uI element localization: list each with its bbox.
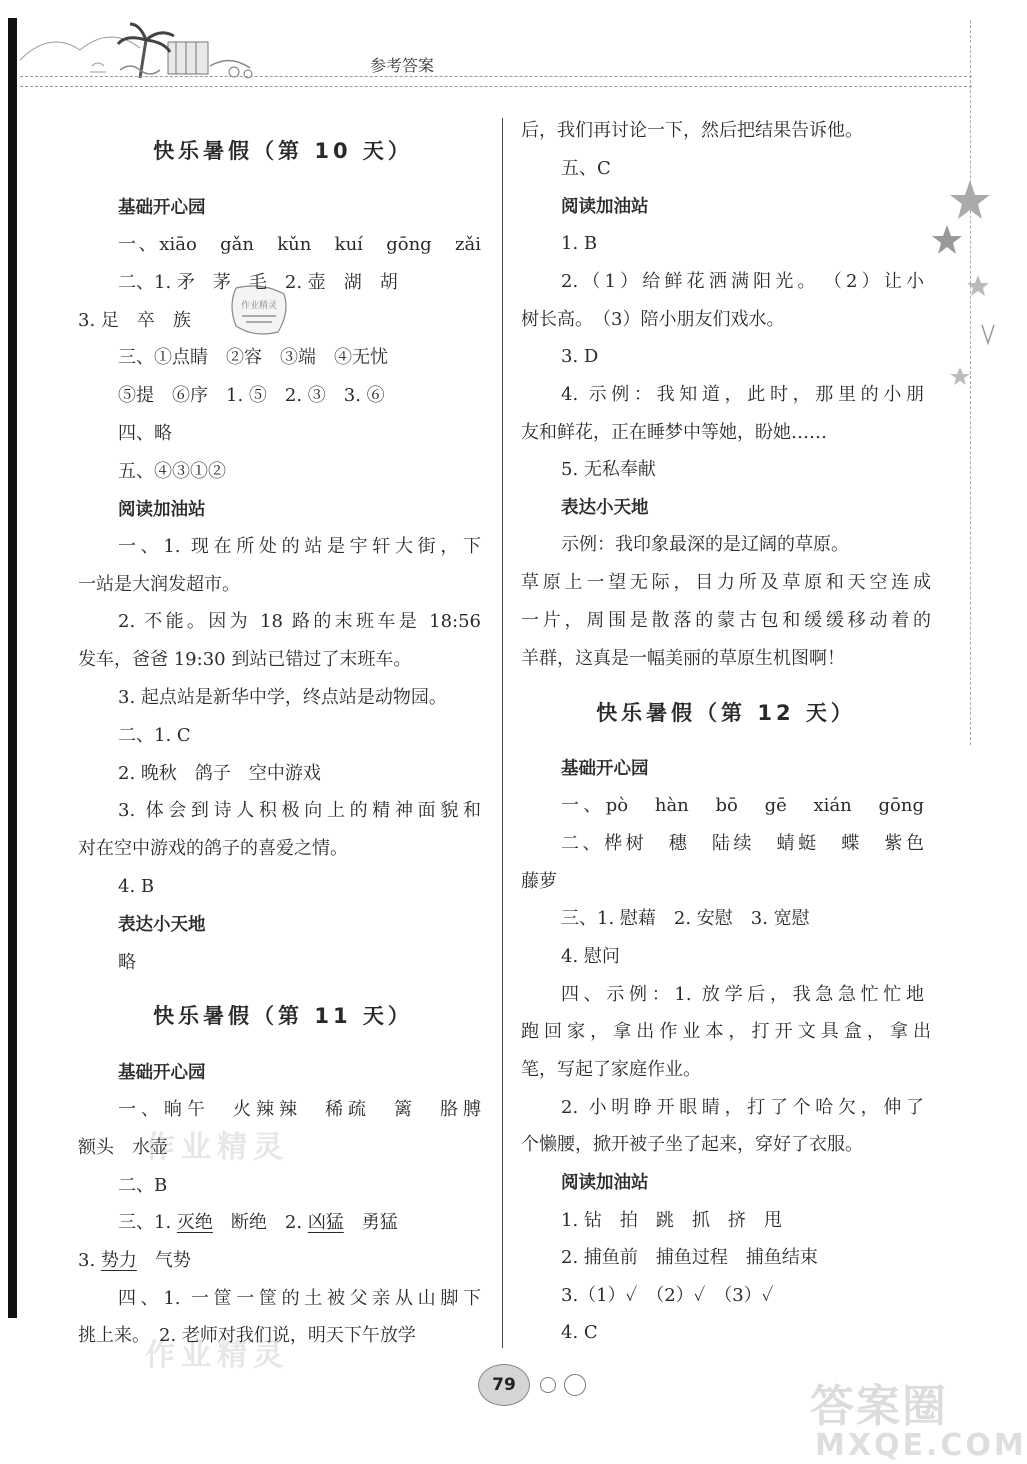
answer-line: 草原上一望无际，目力所及草原和天空连成: [521, 572, 931, 593]
answer-line: 2. 捕鱼前 捕鱼过程 捕鱼结束: [561, 1247, 818, 1268]
answer-line: 树长高。 （3）陪小朋友们戏水。: [521, 309, 785, 330]
stamp-text: 作业精灵: [240, 301, 278, 311]
answer-line: 二、1. C: [118, 725, 191, 746]
watermark: MXQE.COM: [815, 1428, 1027, 1463]
answer-line: 示例：我印象最深的是辽阔的草原。: [561, 534, 849, 555]
answer-line: [78, 1248, 488, 1274]
answer-line: 3.（1）✓ （2）✓ （3）✓: [561, 1285, 774, 1306]
answer-line: 藤萝: [521, 871, 557, 892]
answer-line: 3. 起点站是新华中学，终点站是动物园。: [118, 687, 447, 708]
answer-line: 2. 小明睁开眼睛，打了个哈欠，伸了: [561, 1097, 924, 1118]
watermark: 答案圈: [810, 1381, 948, 1432]
underlined-answer: 势力: [100, 1250, 137, 1271]
answer-line: 2.（1）给鲜花洒满阳光。 （2）让小: [561, 271, 924, 292]
answer-line: 羊群，这真是一幅美丽的草原生机图啊！: [521, 648, 845, 669]
answer-line: 4. 示例：我知道，此时，那里的小朋: [561, 384, 924, 405]
answer-line: 后，我们再讨论一下，然后把结果告诉他。: [521, 120, 863, 141]
subsection-heading: 阅读加油站: [118, 500, 206, 520]
answer-text: 勇猛: [343, 1212, 398, 1233]
subsection-heading: 阅读加油站: [561, 197, 649, 217]
section-title: 快乐暑假（第 12 天）: [596, 701, 856, 725]
answer-line: 2. 不能。因为 18 路的末班车是 18:56: [118, 611, 481, 632]
answer-line: 友和鲜花，正在睡梦中等她，盼她……: [521, 422, 827, 443]
answer-line: 1. B: [561, 233, 598, 254]
star-decoration-icon: [930, 175, 1000, 395]
answer-line: 一片，周围是散落的蒙古包和缓缓移动着的: [521, 610, 931, 631]
answer-line: 二、桦树 穗 陆续 蜻蜓 蝶 紫色: [561, 833, 924, 854]
answer-line: 发车，爸爸 19:30 到站已错过了末班车。: [78, 649, 412, 670]
underlined-answer: 凶猛: [307, 1212, 344, 1233]
answer-line: 4. B: [118, 876, 155, 897]
header-title: 参考答案: [370, 56, 435, 75]
page-binding-edge: [8, 18, 17, 1318]
answer-line: 略: [118, 952, 136, 973]
section-title: 快乐暑假（第 11 天）: [153, 1004, 413, 1028]
answer-line: ⑤提 ⑥序 1. ⑤ 2. ③ 3. ⑥: [118, 385, 385, 406]
answer-line: 额头 水壶: [78, 1137, 168, 1158]
subsection-heading: 基础开心园: [561, 759, 649, 779]
answer-line: 三、1. 慰藉 2. 安慰 3. 宽慰: [561, 908, 810, 929]
watermark: 作业精灵: [145, 1130, 289, 1165]
answer-line: 个懒腰，掀开被子坐了起来，穿好了衣服。: [521, 1134, 863, 1155]
answer-text: 气势: [136, 1250, 191, 1271]
subsection-heading: 表达小天地: [561, 498, 649, 518]
answer-line: 二、1. 矛 茅 毛 2. 壶 湖 胡: [118, 272, 398, 293]
answer-line: 4. C: [561, 1322, 598, 1343]
answer-text: 三、1.: [118, 1212, 177, 1233]
answer-text: 断绝 2.: [212, 1212, 308, 1233]
page-number: 79: [478, 1364, 530, 1406]
answer-line: 1. 钻 拍 跳 抓 挤 甩: [561, 1210, 782, 1231]
answer-line: 五、④③①②: [118, 461, 226, 482]
answer-text: 3.: [78, 1250, 101, 1271]
answer-line: 2. 晚秋 鸽子 空中游戏: [118, 763, 321, 784]
answer-line: 三、①点睛 ②容 ③端 ④无忧: [118, 347, 388, 368]
answer-line: 四、示例：1. 放学后，我急急忙忙地: [561, 984, 924, 1005]
watermark: 作业精灵: [145, 1338, 289, 1373]
answer-line: 3. D: [561, 346, 599, 367]
answer-line: 一、晌午 火辣辣 稀疏 篱 胳膊: [118, 1099, 481, 1120]
answer-line: 跑回家，拿出作业本，打开文具盒，拿出: [521, 1021, 931, 1042]
underlined-answer: 灭绝: [176, 1212, 213, 1233]
right-column: [521, 0, 931, 1464]
answer-line: 对在空中游戏的鸽子的喜爱之情。: [78, 838, 348, 859]
answer-line: [118, 1210, 488, 1236]
answer-line: 3. 足 卒 族: [78, 310, 191, 331]
subsection-heading: 基础开心园: [118, 198, 206, 218]
column-divider: [502, 118, 503, 1348]
subsection-heading: 阅读加油站: [561, 1173, 649, 1193]
answer-line: 五、C: [561, 158, 611, 179]
answer-line: 一、xiāo gǎn kǔn kuí gōng zǎi: [118, 234, 481, 255]
left-column: [78, 0, 488, 1464]
answer-line: 笔，写起了家庭作业。: [521, 1059, 701, 1080]
answer-line: 挑上来。 2. 老师对我们说，明天下午放学: [78, 1325, 416, 1346]
answer-line: 4. 慰问: [561, 946, 620, 967]
section-title: 快乐暑假（第 10 天）: [153, 139, 413, 163]
page-number-badge: [478, 1364, 598, 1408]
answer-line: 5. 无私奉献: [561, 459, 656, 480]
answer-line: 四、1. 一筐一筐的土被父亲从山脚下: [118, 1288, 481, 1309]
answer-line: 一、pò hàn bō gē xián gōng: [561, 795, 924, 816]
circle-decoration-icon: [540, 1377, 556, 1393]
answer-line: 一站是大润发超市。: [78, 574, 240, 595]
subsection-heading: 表达小天地: [118, 915, 206, 935]
answer-line: 一、1. 现在所处的站是宇轩大街，下: [118, 536, 481, 557]
subsection-heading: 基础开心园: [118, 1063, 206, 1083]
circle-decoration-icon: [564, 1374, 586, 1396]
answer-line: 二、B: [118, 1175, 168, 1196]
answer-line: 四、略: [118, 423, 172, 444]
answer-line: 3. 体会到诗人积极向上的精神面貌和: [118, 800, 481, 821]
